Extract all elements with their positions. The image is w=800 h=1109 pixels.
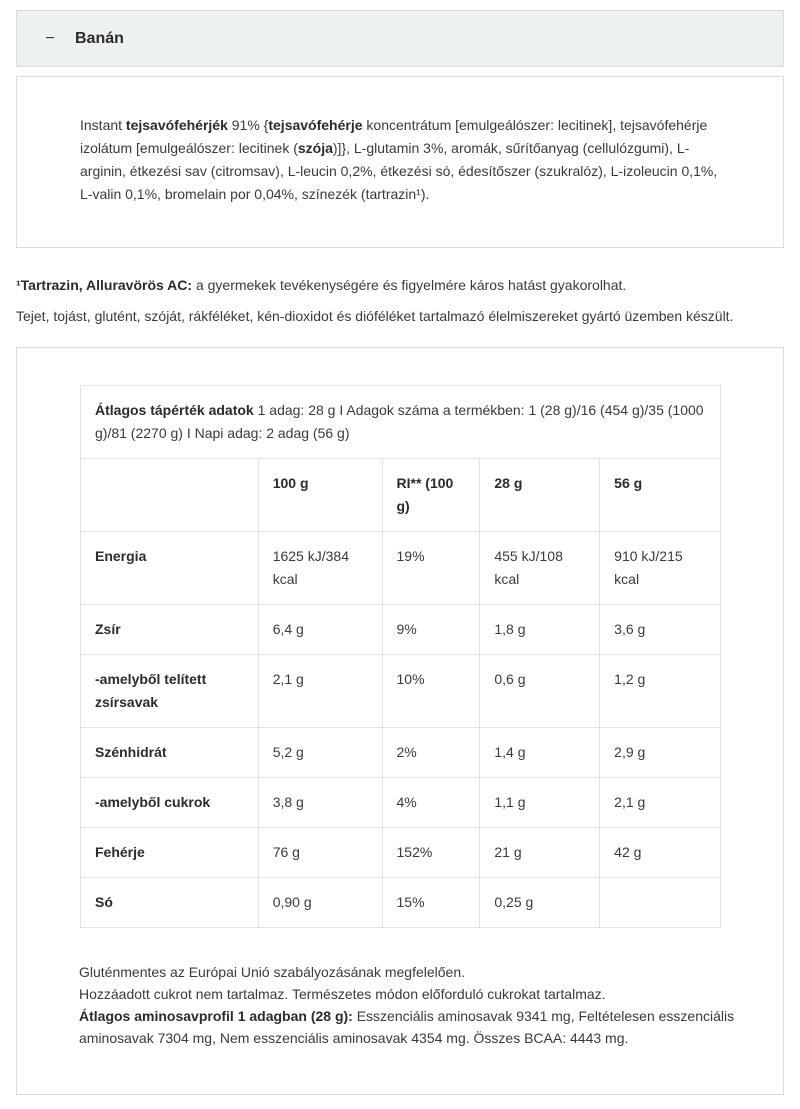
cell-56g: 3,6 g: [600, 605, 721, 655]
cell-ri: 10%: [382, 655, 480, 728]
allergen-whey-proteins: tejsavófehérjék: [125, 117, 228, 133]
nutrition-table: [80, 385, 721, 928]
row-label: Szénhidrát: [81, 728, 259, 778]
sugar-note: Hozzáadott cukrot nem tartalmaz. Természetes módon előforduló cukrokat tartalmaz.: [79, 986, 606, 1002]
cell-56g: 1,2 g: [600, 655, 721, 728]
amino-profile: [79, 1005, 739, 1049]
cell-ri: 2%: [382, 728, 480, 778]
cell-28g: 1,1 g: [480, 778, 600, 828]
table-row: [81, 828, 721, 878]
ingredients-part: Instant: [80, 117, 126, 133]
cell-28g: 455 kJ/108 kcal: [480, 532, 600, 605]
column-header-100g: 100 g: [258, 459, 382, 532]
cell-56g: 2,1 g: [600, 778, 721, 828]
allergen-whey-protein: tejsavófehérje: [268, 117, 363, 133]
cell-28g: 1,4 g: [480, 728, 600, 778]
column-header-empty: [81, 459, 259, 532]
row-label: Só: [81, 878, 259, 928]
table-row: [81, 655, 721, 728]
table-header-row: [81, 459, 721, 532]
table-row: [81, 878, 721, 928]
cell-56g: 910 kJ/215 kcal: [600, 532, 721, 605]
ingredients-part: 91% {: [227, 117, 269, 133]
amino-profile-text: Esszenciális aminosavak 9341 mg, Feltételesen esszenciális aminosavak 7304 mg, Nem esszenciális aminosavak 4354 mg. Összes BCAA: 4443 mg.: [79, 1008, 735, 1046]
ingredients-part: )]}, L-glutamin 3%, aromák, sűrítőanyag (cellulózgumi), L-arginin, étkezési sav (citromsav), L-leucin 0,2%, étkezési só, édesítőszer (szukralóz), L-izoleucin 0,1%, L-valin 0,1%, bromelain por 0,04%, színezék (tartrazin¹).: [80, 140, 718, 202]
cell-ri: 19%: [382, 532, 480, 605]
cell-100g: 3,8 g: [258, 778, 382, 828]
ingredients-text: [80, 114, 720, 206]
row-label: -amelyből telített zsírsavak: [81, 655, 259, 728]
row-label: Fehérje: [81, 828, 259, 878]
cell-28g: 1,8 g: [480, 605, 600, 655]
cell-ri: 152%: [382, 828, 480, 878]
amino-profile-label: Átlagos aminosavprofil 1 adagban (28 g):: [79, 1008, 353, 1024]
column-header-56g: 56 g: [600, 459, 721, 532]
allergen-facility-note: Tejet, tojást, glutént, szóját, rákféléket, kén-dioxidot és dióféléket tartalmazó élelmiszereket gyártó üzemben készült.: [16, 308, 734, 324]
table-row: [81, 728, 721, 778]
table-row: [81, 532, 721, 605]
accordion-title: Banán: [75, 29, 124, 47]
table-title-cell: [81, 386, 721, 459]
cell-28g: 0,6 g: [480, 655, 600, 728]
row-label: Energia: [81, 532, 259, 605]
column-header-28g: 28 g: [480, 459, 600, 532]
cell-100g: 0,90 g: [258, 878, 382, 928]
cell-ri: 9%: [382, 605, 480, 655]
cell-ri: 4%: [382, 778, 480, 828]
table-row: [81, 605, 721, 655]
row-label: Zsír: [81, 605, 259, 655]
cell-100g: 1625 kJ/384 kcal: [258, 532, 382, 605]
table-subtitle: 1 adag: 28 g I Adagok száma a termékben: 1 (28 g)/16 (454 g)/35 (1000 g)/81 (2270 g) I Napi adag: 2 adag (56 g): [95, 402, 704, 441]
ingredients-panel: [16, 76, 784, 248]
allergen-soy: szója: [297, 140, 333, 156]
accordion-header[interactable]: [16, 10, 784, 67]
cell-56g: 42 g: [600, 828, 721, 878]
ingredients-part: koncentrátum [emulgeálószer: lecitinek], tejsavófehérje izolátum [emulgeálószer: lecitinek (: [80, 117, 708, 156]
table-title-row: [81, 386, 721, 459]
cell-28g: 21 g: [480, 828, 600, 878]
cell-100g: 6,4 g: [258, 605, 382, 655]
table-row: [81, 778, 721, 828]
collapse-icon[interactable]: −: [45, 29, 55, 47]
cell-100g: 76 g: [258, 828, 382, 878]
warning-text: a gyermekek tevékenységére és figyelmére káros hatást gyakorolhat.: [192, 277, 627, 293]
row-label: -amelyből cukrok: [81, 778, 259, 828]
cell-100g: 5,2 g: [258, 728, 382, 778]
cell-100g: 2,1 g: [258, 655, 382, 728]
tartrazine-warning: [16, 276, 786, 294]
cell-56g: [600, 878, 721, 928]
cell-ri: 15%: [382, 878, 480, 928]
nutrition-footnotes: [79, 961, 739, 1049]
warning-label: ¹Tartrazin, Alluravörös AC:: [16, 277, 193, 293]
column-header-ri: RI** (100 g): [382, 459, 480, 532]
cell-28g: 0,25 g: [480, 878, 600, 928]
table-title: Átlagos tápérték adatok: [95, 402, 254, 418]
gluten-free-note: Gluténmentes az Európai Unió szabályozásának megfelelően.: [79, 964, 466, 980]
cell-56g: 2,9 g: [600, 728, 721, 778]
